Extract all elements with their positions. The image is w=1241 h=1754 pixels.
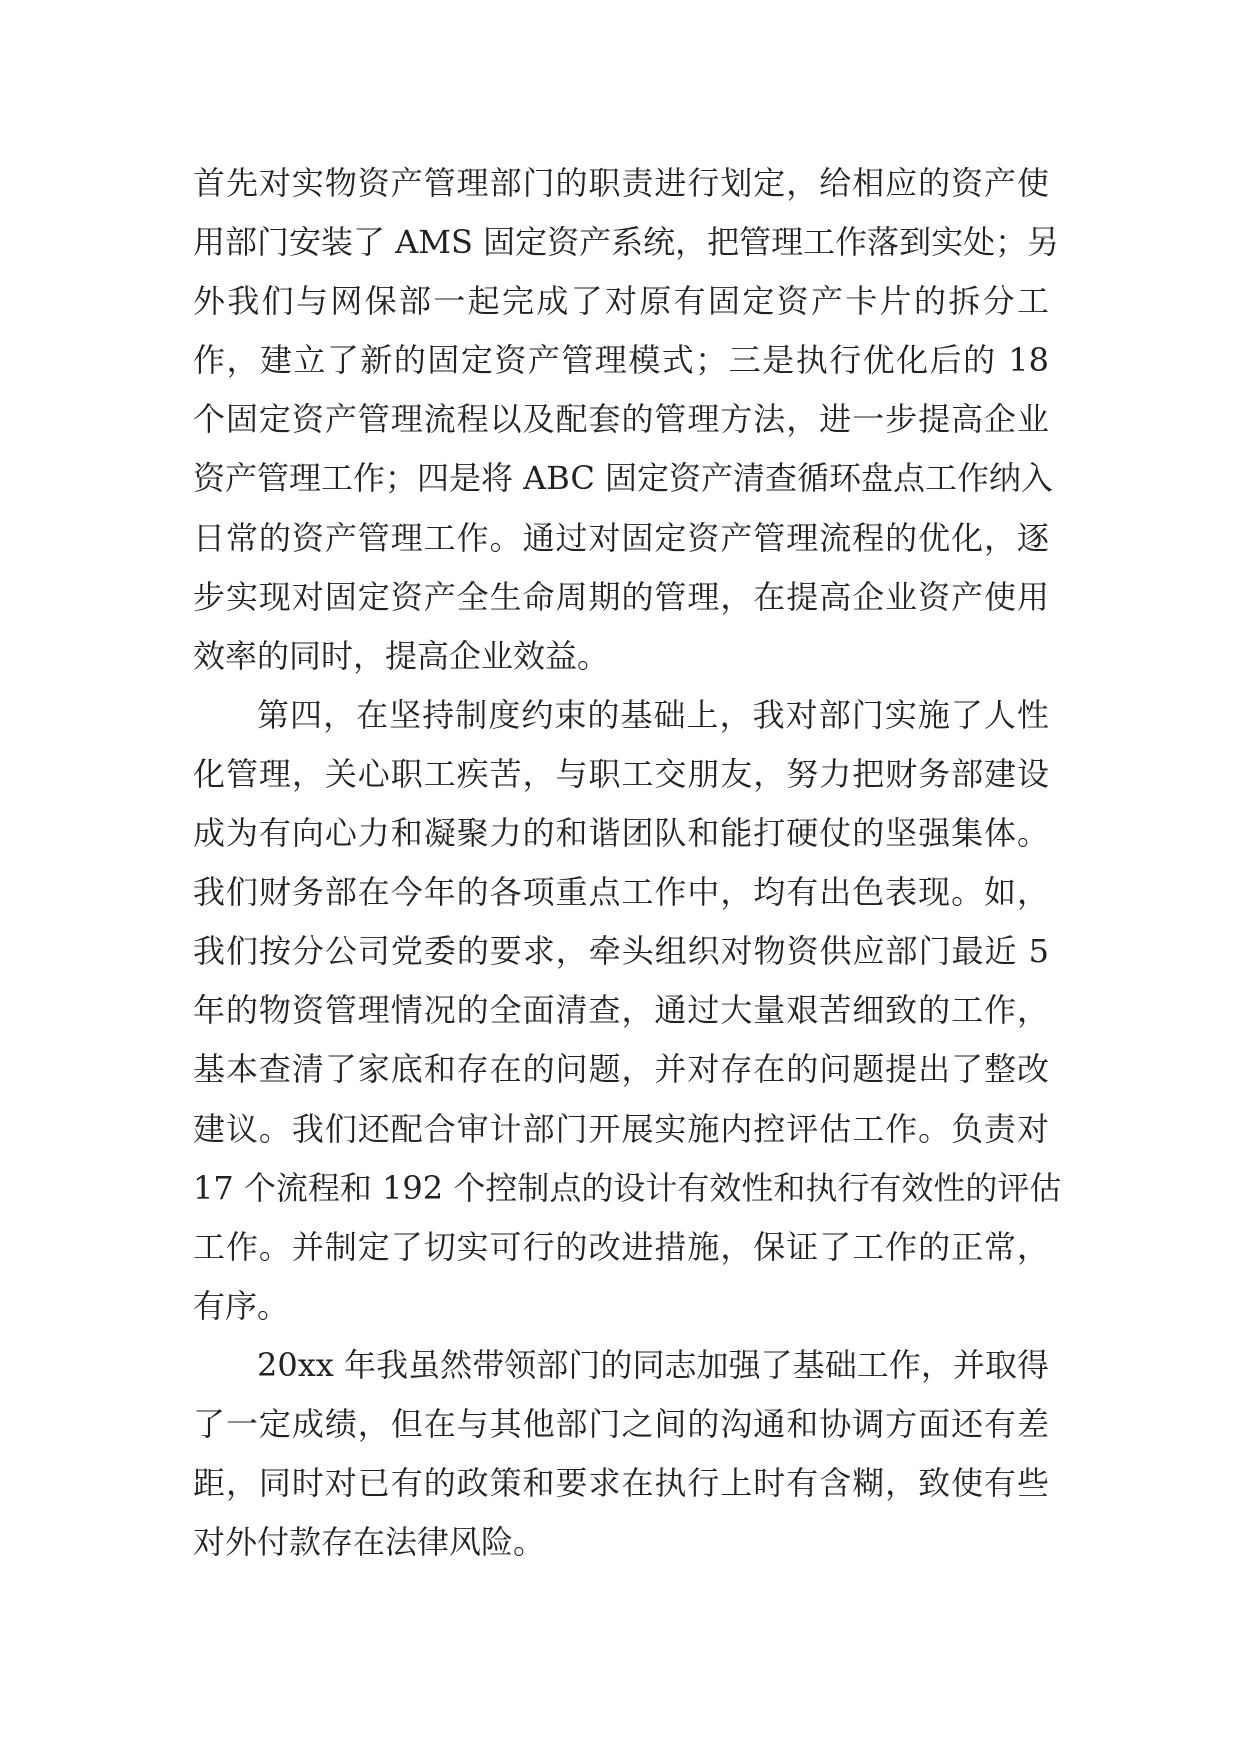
text-line: 对外付款存在法律风险。 xyxy=(193,1523,546,1562)
text-line: 工作。并制定了切实可行的改进措施，保证了工作的正常， xyxy=(193,1227,1049,1266)
text-line: 日常的资产管理工作。通过对固定资产管理流程的优化，逐 xyxy=(193,518,1049,557)
text-line: 我们按分公司党委的要求，牵头组织对物资供应部门最近 5 xyxy=(193,932,1049,971)
text-line: 有序。 xyxy=(193,1286,290,1325)
text-line: 效率的同时，提高企业效益。 xyxy=(193,636,610,675)
text-line: 17 个流程和 192 个控制点的设计有效性和执行有效性的评估 xyxy=(193,1168,1062,1207)
text-line: 第四，在坚持制度约束的基础上，我对部门实施了人性 xyxy=(257,695,1049,734)
text-line: 成为有向心力和凝聚力的和谐团队和能打硬仗的坚强集体。 xyxy=(193,814,1049,853)
text-line: 外我们与网保部一起完成了对原有固定资产卡片的拆分工 xyxy=(193,282,1049,321)
text-line: 年的物资管理情况的全面清查，通过大量艰苦细致的工作， xyxy=(193,991,1049,1030)
text-line: 首先对实物资产管理部门的职责进行划定，给相应的资产使 xyxy=(193,164,1049,202)
text-line: 距，同时对已有的政策和要求在执行上时有含糊，致使有些 xyxy=(193,1464,1049,1503)
text-line: 步实现对固定资产全生命周期的管理，在提高企业资产使用 xyxy=(193,577,1049,616)
text-line: 作，建立了新的固定资产管理模式；三是执行优化后的 18 xyxy=(193,341,1049,380)
text-line: 我们财务部在今年的各项重点工作中，均有出色表现。如， xyxy=(193,873,1049,912)
text-line: 化管理，关心职工疾苦，与职工交朋友，努力把财务部建设 xyxy=(193,754,1049,793)
text-line: 基本查清了家底和存在的问题，并对存在的问题提出了整改 xyxy=(193,1050,1049,1089)
text-line: 个固定资产管理流程以及配套的管理方法，进一步提高企业 xyxy=(193,400,1049,439)
text-line: 建议。我们还配合审计部门开展实施内控评估工作。负责对 xyxy=(193,1109,1049,1148)
text-line: 资产管理工作；四是将 ABC 固定资产清查循环盘点工作纳入 xyxy=(193,459,1054,498)
text-line: 用部门安装了 AMS 固定资产系统，把管理工作落到实处；另 xyxy=(193,223,1060,262)
text-line: 了一定成绩，但在与其他部门之间的沟通和协调方面还有差 xyxy=(193,1404,1049,1443)
text-line: 20xx 年我虽然带领部门的同志加强了基础工作，并取得 xyxy=(257,1345,1049,1384)
body-text xyxy=(193,154,1062,1572)
